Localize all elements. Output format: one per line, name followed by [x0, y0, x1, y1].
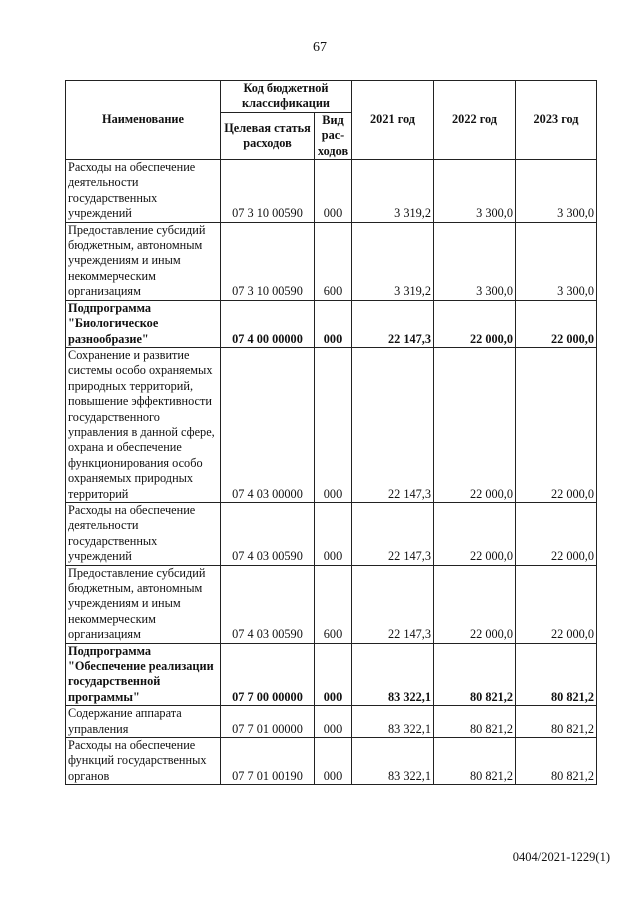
- header-name: Наименование: [66, 81, 221, 160]
- row-value-2021: 83 322,1: [352, 706, 434, 738]
- row-value-2021: 83 322,1: [352, 738, 434, 785]
- table-row: [66, 502, 597, 565]
- row-expense-type: 600: [315, 222, 352, 300]
- row-value-2023: 22 000,0: [516, 347, 597, 502]
- row-expense-type: 600: [315, 565, 352, 643]
- table-row: [66, 643, 597, 706]
- row-name: Содержание аппарата управления: [66, 706, 221, 738]
- row-value-2022: 80 821,2: [434, 706, 516, 738]
- row-target-code: 07 3 10 00590: [221, 160, 315, 223]
- row-value-2021: 22 147,3: [352, 565, 434, 643]
- row-value-2023: 22 000,0: [516, 502, 597, 565]
- row-expense-type: 000: [315, 643, 352, 706]
- row-value-2023: 80 821,2: [516, 738, 597, 785]
- table-row: [66, 738, 597, 785]
- row-value-2022: 3 300,0: [434, 160, 516, 223]
- table-row: [66, 160, 597, 223]
- row-value-2022: 22 000,0: [434, 300, 516, 347]
- page-number: 67: [313, 40, 327, 55]
- row-value-2023: 80 821,2: [516, 643, 597, 706]
- document-code: 0404/2021-1229(1): [512, 850, 610, 864]
- row-target-code: 07 4 03 00590: [221, 502, 315, 565]
- row-target-code: 07 4 00 00000: [221, 300, 315, 347]
- table-row: [66, 565, 597, 643]
- row-value-2021: 22 147,3: [352, 300, 434, 347]
- row-name: Подпрограмма "Обеспечение реализации государственной программы": [66, 643, 221, 706]
- row-target-code: 07 7 01 00190: [221, 738, 315, 785]
- row-expense-type: 000: [315, 347, 352, 502]
- row-name: Предоставление субсидий бюджетным, автономным учреждениям и иным некоммерческим организациям: [66, 222, 221, 300]
- row-expense-type: 000: [315, 738, 352, 785]
- row-value-2021: 3 319,2: [352, 160, 434, 223]
- table-body: [66, 160, 597, 785]
- row-value-2022: 80 821,2: [434, 738, 516, 785]
- row-name: Расходы на обеспечение деятельности государственных учреждений: [66, 502, 221, 565]
- row-target-code: 07 7 00 00000: [221, 643, 315, 706]
- header-type: Вид рас-ходов: [315, 112, 352, 159]
- row-name: Сохранение и развитие системы особо охраняемых природных территорий, повышение эффективности государственного управления в данной сфере, охрана и обеспечение функционирования особо охраняемых природных территорий: [66, 347, 221, 502]
- table-row: [66, 706, 597, 738]
- row-expense-type: 000: [315, 160, 352, 223]
- row-name: Расходы на обеспечение деятельности государственных учреждений: [66, 160, 221, 223]
- row-target-code: 07 4 03 00000: [221, 347, 315, 502]
- header-2023: 2023 год: [516, 81, 597, 160]
- row-value-2021: 83 322,1: [352, 643, 434, 706]
- header-budget-code: Код бюджетной классификации: [221, 81, 352, 113]
- row-value-2023: 80 821,2: [516, 706, 597, 738]
- header-2021: 2021 год: [352, 81, 434, 160]
- row-value-2023: 22 000,0: [516, 300, 597, 347]
- row-name: Расходы на обеспечение функций государственных органов: [66, 738, 221, 785]
- budget-table: [65, 80, 597, 785]
- row-expense-type: 000: [315, 300, 352, 347]
- row-value-2022: 22 000,0: [434, 502, 516, 565]
- row-target-code: 07 7 01 00000: [221, 706, 315, 738]
- header-target: Целевая статья расходов: [221, 112, 315, 159]
- row-name: Предоставление субсидий бюджетным, автономным учреждениям и иным некоммерческим организациям: [66, 565, 221, 643]
- header-2022: 2022 год: [434, 81, 516, 160]
- row-target-code: 07 4 03 00590: [221, 565, 315, 643]
- table-row: [66, 300, 597, 347]
- row-value-2023: 3 300,0: [516, 160, 597, 223]
- row-value-2021: 22 147,3: [352, 502, 434, 565]
- row-value-2022: 22 000,0: [434, 565, 516, 643]
- table-header: [66, 81, 597, 160]
- row-value-2022: 22 000,0: [434, 347, 516, 502]
- row-value-2022: 3 300,0: [434, 222, 516, 300]
- row-value-2021: 22 147,3: [352, 347, 434, 502]
- row-value-2022: 80 821,2: [434, 643, 516, 706]
- row-value-2023: 22 000,0: [516, 565, 597, 643]
- row-expense-type: 000: [315, 502, 352, 565]
- row-expense-type: 000: [315, 706, 352, 738]
- row-name: Подпрограмма "Биологическое разнообразие": [66, 300, 221, 347]
- table-row: [66, 347, 597, 502]
- row-value-2021: 3 319,2: [352, 222, 434, 300]
- row-value-2023: 3 300,0: [516, 222, 597, 300]
- row-target-code: 07 3 10 00590: [221, 222, 315, 300]
- table-row: [66, 222, 597, 300]
